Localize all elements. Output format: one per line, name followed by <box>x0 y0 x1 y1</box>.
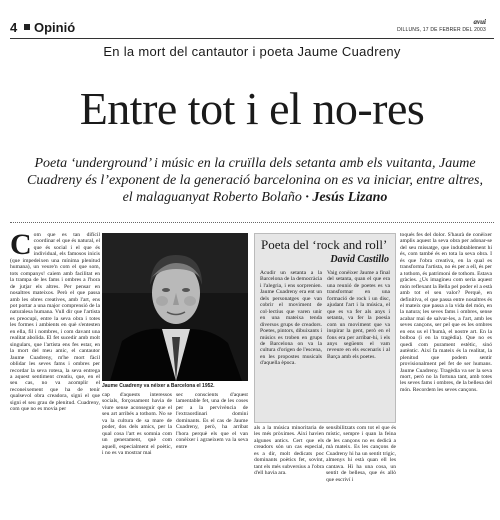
photo-caption: Jaume Cuadreny va néixer a Barcelona el 1952. <box>102 383 215 389</box>
body-column-2b: sec conscients d'aquest lamentable fet, una de les coses per a la pervivència de l'extraordinari domini dominants. Es el cas de Jaume Cuadreny, però, ha arribat l'hora perquè els que el van conèixer i agraeixem va la seva entre <box>176 392 248 450</box>
page-number: 4 <box>10 20 18 35</box>
drop-cap: C <box>10 232 32 261</box>
portrait-image <box>102 233 248 381</box>
body-column-4: toqués fes del dolor. S'haurà de conèixer amplis aquest la seva obra per adonar-se del seu missatge, que indubtablement hi és, com també és en tota la seva obra. I és que l'obra creativa, en la qual es transforma l'artista, no és per a ell, és per a tothom, és patrimoni de tothom. Estava gràcies. ¿Us imagineu com seria aquest món reflexant la Bella pel poder el a està amb tot el seu valor? Perquè, en definitiva, el que passa entre nosaltres és el mateix que passa a la vida del món, en la natura; les seves fams i ombres, sense acabar mai de salvar-les, a l'art, amb les seves cançons, ser pel que es les ombres en ens us el l'humà, el nostre art. En la bolboa (i en la tragèdia). Que no es quedi com purament estètic, sinó autèntic. Així fa mateix és la realitat, la plenitud que podem sentir provisionalment pel fet de ser humans. Jaume Cuadreny. Tragèdia va ser la seva mort, però no la fortuna tant, amb totes les seves fams i ombres, de la bellesa del món. Recordem les seves cançons. <box>400 232 492 393</box>
section-label: Opinió <box>34 20 76 35</box>
dek-text: Poeta ‘underground’ i músic en la cruïlla dels setanta amb els vuitanta, Jaume Cuadreny és l’exponent de la generació barcelonina on es va iniciar, entre altres, el malaguanyat Roberto Bolaño <box>27 156 483 205</box>
sidebar-author: David Castillo <box>330 254 389 265</box>
kicker: En la mort del cantautor i poeta Jaume Cuadreny <box>103 44 401 59</box>
dek <box>22 155 488 206</box>
portrait-photo <box>102 233 248 381</box>
sidebar-box <box>254 233 396 423</box>
page-header <box>10 18 494 36</box>
body-column-3a: als a la música minoritaria de les més pròximes. Així havien algunes antics. Cert que els creadors són un cas especial, es a dir, molt dedicats poc dominants poètics fet, sovint, tant els més subversius a l'obra d'ell havia ara. <box>254 425 324 477</box>
sidebar-text-col-2: Vaig conèixer Jaume a final del setanta, quan el que era una reunió de poetes es va transformar en una formació de rock i un disc, ajudant l'art i la música, el que es va fer als anys i setanta, va fer la poesia com un moviment que va inspirar la gent, però en el fons era per arribar-hi, i els anys següents el vam reveure en els escenaris i al Barça amb els poetes. <box>327 270 390 360</box>
sidebar-title: Poeta del ‘rock and roll’ <box>261 237 388 252</box>
byline: · Jesús Lizano <box>305 190 388 205</box>
body-column-1 <box>10 232 100 512</box>
header-rule <box>10 38 494 39</box>
dotted-divider <box>10 222 494 223</box>
headline: Entre tot i el no-res <box>79 83 425 134</box>
paper-name: avui <box>473 18 486 26</box>
body-text: om que es tan difícil coordinar el que és natural, el que és social i el que és individual, els famosos inicis (que impedeixen una mínima plenitud humana), un veure'n com el que som, tots companys! caiem amb facilitat en la trampa de les fams i ombres a l'hora de jutjar els altres. Per pensar en nosaltres mateixos. Però el que passa amb les obres creatives, amb l'art, ens pot portar a una major comprensió de la naturalesa humana. Vull dir que l'artista es preocupi, entre la seva obra i totes les formes i ambients en què s'entesten en ella, fil i nombres, i com davant una realitat abolida. El fet sucedir amb molt singulars, que l'artista ens fes estar, en la mort del meu amic, el cantautor Jaume Cuadreny, m'he mort fàcil oblidar les seves fams i ombres per recordar la seva rotesa, la seva entrega a aquest sentiment creatiu, que, en el seu cas, no va acomplir el reconeixement que ha de tenir qualsevol obra creadora, signi el que signi el seu grau de plenitud. Cuadreny, com que no es movia per <box>10 232 100 413</box>
date-line: DILLUNS, 17 DE FEBRER DEL 2003 <box>397 27 486 33</box>
body-column-2a: cap d'aquests interessos socials, forçosament havia de viure sense aconseguir que el seu art arribés a tothom. No se va la cultura de sa mare de poder, dos dels amics, per la qual cosa l'art es somnia com un generament, què com aquell, especialment el poètic, i no es va mostrar mai <box>102 392 172 457</box>
sidebar-text-col-1: Acudir un setanta a la Barcelona de la democràcia i l'alegria, i ens sorprenien. Jaume Cuadreny era ent un dels personatges que van cobrir el moviment de col·lectius que varen unir en una mateixa tenda diversos grups de creadors. Poetes, pintors, dibuixants i músics es troben en grups de Barcelona on va la cultura d'origen de l'escena, en les propostes musicals d'aquella època. <box>260 270 322 367</box>
body-column-3b: sensibilitzats com tot el que és místic, sempre i quan la feina de les cançons no es dedicà a mà mateix. Es les cançons de Cuadreny hi ha un sentit trigic, almenys hi està quan ell les cantava. Hi ha una cosa, un sentit de bellesa, que és allò que escriví i <box>326 425 396 483</box>
